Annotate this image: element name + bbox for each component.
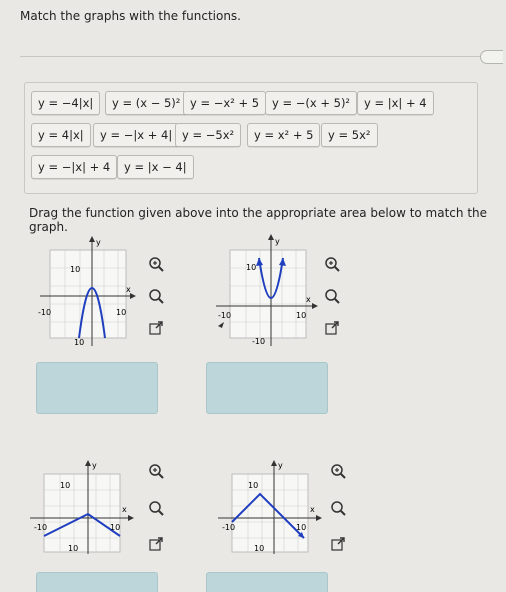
chip-neg4-abs-x[interactable]: y = −4|x| [31,91,100,115]
graph-1-y-label: y [96,238,101,247]
graph-3-tick-right: 10 [110,523,121,532]
graph-4 [214,456,326,556]
graph-3-x-label: x [122,505,127,514]
zoom-out-icon[interactable] [324,288,340,304]
graph-4-tick-left: -10 [222,523,236,532]
expand-icon[interactable] [148,536,164,552]
graph-1-tick-right: 10 [116,308,127,317]
expand-icon[interactable] [330,536,346,552]
drop-zone-1[interactable] [36,362,158,414]
instruction-text: Match the graphs with the functions. [20,9,241,23]
graph-1-tick-left: -10 [38,308,52,317]
graph-2-tick-right: 10 [296,311,307,320]
graph-1-x-label: x [126,285,131,294]
chip-5x2[interactable]: y = 5x² [321,123,378,147]
zoom-out-icon[interactable] [148,500,164,516]
chip-x-minus-5-squared[interactable]: y = (x − 5)² [105,91,187,115]
drop-zone-2[interactable] [206,362,328,414]
graph-2-y-label: y [275,237,280,246]
graph-1-tick-top: 10 [70,265,81,274]
graph-2-tick-left: -10 [218,311,232,320]
graph-4-tick-bottom: 10 [254,544,265,553]
zoom-in-icon[interactable] [148,463,164,479]
graph-2 [212,228,322,348]
zoom-in-icon[interactable] [324,256,340,272]
graph-4-x-label: x [310,505,315,514]
graph-3-tick-top: 10 [60,481,71,490]
expand-icon[interactable] [324,320,340,336]
chip-4-abs-x[interactable]: y = 4|x| [31,123,91,147]
function-bank [24,82,478,194]
chip-neg-abs-x-plus-4[interactable]: y = −|x + 4| [93,123,179,147]
graph-4-tick-top: 10 [248,481,259,490]
graph-2-tick-top: 10 [246,263,257,272]
zoom-out-icon[interactable] [148,288,164,304]
graph-3-tick-left: -10 [34,523,48,532]
chip-neg-x-plus-5-squared[interactable]: y = −(x + 5)² [265,91,357,115]
graph-2-x-label: x [306,295,311,304]
zoom-in-icon[interactable] [330,463,346,479]
chip-abs-x-minus-4[interactable]: y = |x − 4| [117,155,194,179]
chip-x2-plus-5[interactable]: y = x² + 5 [247,123,320,147]
drop-zone-4[interactable] [206,572,328,592]
drag-instruction: Drag the function given above into the appropriate area below to match the graph. [29,206,488,234]
divider [20,56,490,57]
graph-1-tick-bottom: 10 [74,338,85,347]
graph-1 [38,228,138,348]
drop-zone-3[interactable] [36,572,158,592]
chip-neg-x2-plus-5[interactable]: y = −x² + 5 [183,91,266,115]
graph-3-y-label: y [92,461,97,470]
graph-4-y-label: y [278,461,283,470]
chip-neg-abs-x-plus-4b[interactable]: y = −|x| + 4 [31,155,117,179]
graph-3-tick-bottom: 10 [68,544,79,553]
zoom-out-icon[interactable] [330,500,346,516]
collapse-tab[interactable] [480,50,503,64]
graph-3 [26,456,138,556]
chip-abs-x-plus-4[interactable]: y = |x| + 4 [357,91,434,115]
graph-4-tick-right: 10 [296,523,307,532]
zoom-in-icon[interactable] [148,256,164,272]
chip-neg-5x2[interactable]: y = −5x² [175,123,241,147]
expand-icon[interactable] [148,320,164,336]
graph-2-tick-bottom: -10 [252,337,266,346]
